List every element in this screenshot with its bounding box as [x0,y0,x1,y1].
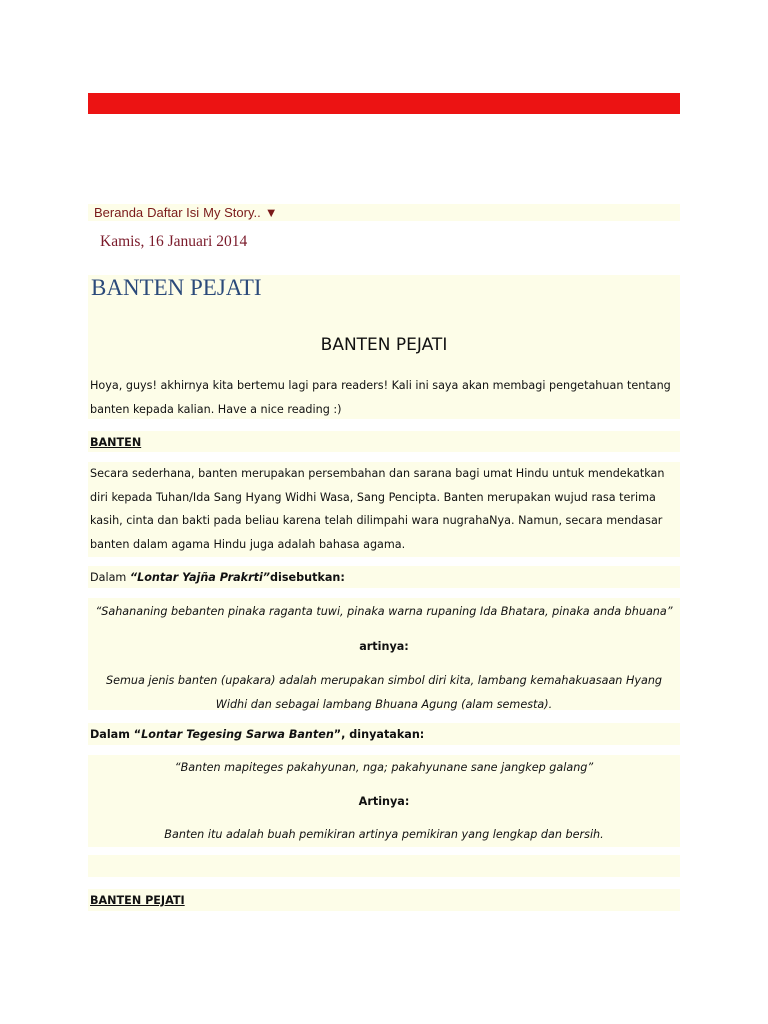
post-intro: Hoya, guys! akhirnya kita bertemu lagi para readers! Kali ini saya akan membagi pengetahuan tentang banten kepada kalian. Have a nice reading :) [90,379,671,416]
lontar2-prefix: Dalam “ [90,728,142,741]
lontar-prefix: Dalam [90,571,130,584]
lontar-yajna-name: “Lontar Yajña Prakrti” [129,571,271,584]
lontar-tegesing-name: Lontar Tegesing Sarwa Banten [141,728,334,741]
post-header [88,275,680,419]
post-subtitle: BANTEN PEJATI [320,335,448,355]
section-heading-banten: BANTEN [88,431,680,452]
header-red-bar [88,93,680,114]
empty-block [88,855,680,877]
nav-link-beranda[interactable]: Beranda [94,205,144,220]
quote-block-2 [88,755,680,847]
post-date: Kamis, 16 Januari 2014 [100,233,248,250]
lontar-yajna-line [88,566,680,588]
nav-link-my-story[interactable]: My Story.. [203,205,261,220]
lontar-suffix: disebutkan: [270,571,345,584]
lontar-tegesing-line [88,723,680,745]
meaning-2: Banten itu adalah buah pemikiran artinya pemikiran yang lengkap dan bersih. [164,828,604,841]
paragraph-banten: Secara sederhana, banten merupakan persembahan dan sarana bagi umat Hindu untuk mendekatkan diri kepada Tuhan/Ida Sang Hyang Widhi Wasa, Sang Pencipta. Banten merupakan wujud rasa terima kasih, cinta dan bakti pada beliau karena telah dilimpahi wara nugrahaNya. Namun, secara mendasar banten dalam agama Hindu juga adalah bahasa agama. [88,462,680,557]
post-title[interactable]: BANTEN PEJATI [91,275,262,300]
dropdown-arrow-icon[interactable]: ▼ [264,205,278,220]
section-heading-banten-pejati: BANTEN PEJATI [88,889,680,911]
meaning-1: Semua jenis banten (upakara) adalah merupakan simbol diri kita, lambang kemahakuasaan Hyang Widhi dan sebagai lambang Bhuana Agung (alam semesta). [105,674,663,711]
nav-bar [88,204,680,221]
lontar2-suffix: ”, dinyatakan: [333,728,425,741]
quote-1: “Sahananing bebanten pinaka raganta tuwi, pinaka warna rupaning Ida Bhatara, pinaka anda bhuana” [95,605,673,618]
nav-link-daftar-isi[interactable]: Daftar Isi [147,205,200,220]
artinya-label-1: artinya: [359,639,409,653]
quote-2: “Banten mapiteges pakahyunan, nga; pakahyunane sane jangkep galang” [174,761,594,774]
quote-block-1 [88,598,680,710]
artinya-label-2: Artinya: [358,794,410,808]
